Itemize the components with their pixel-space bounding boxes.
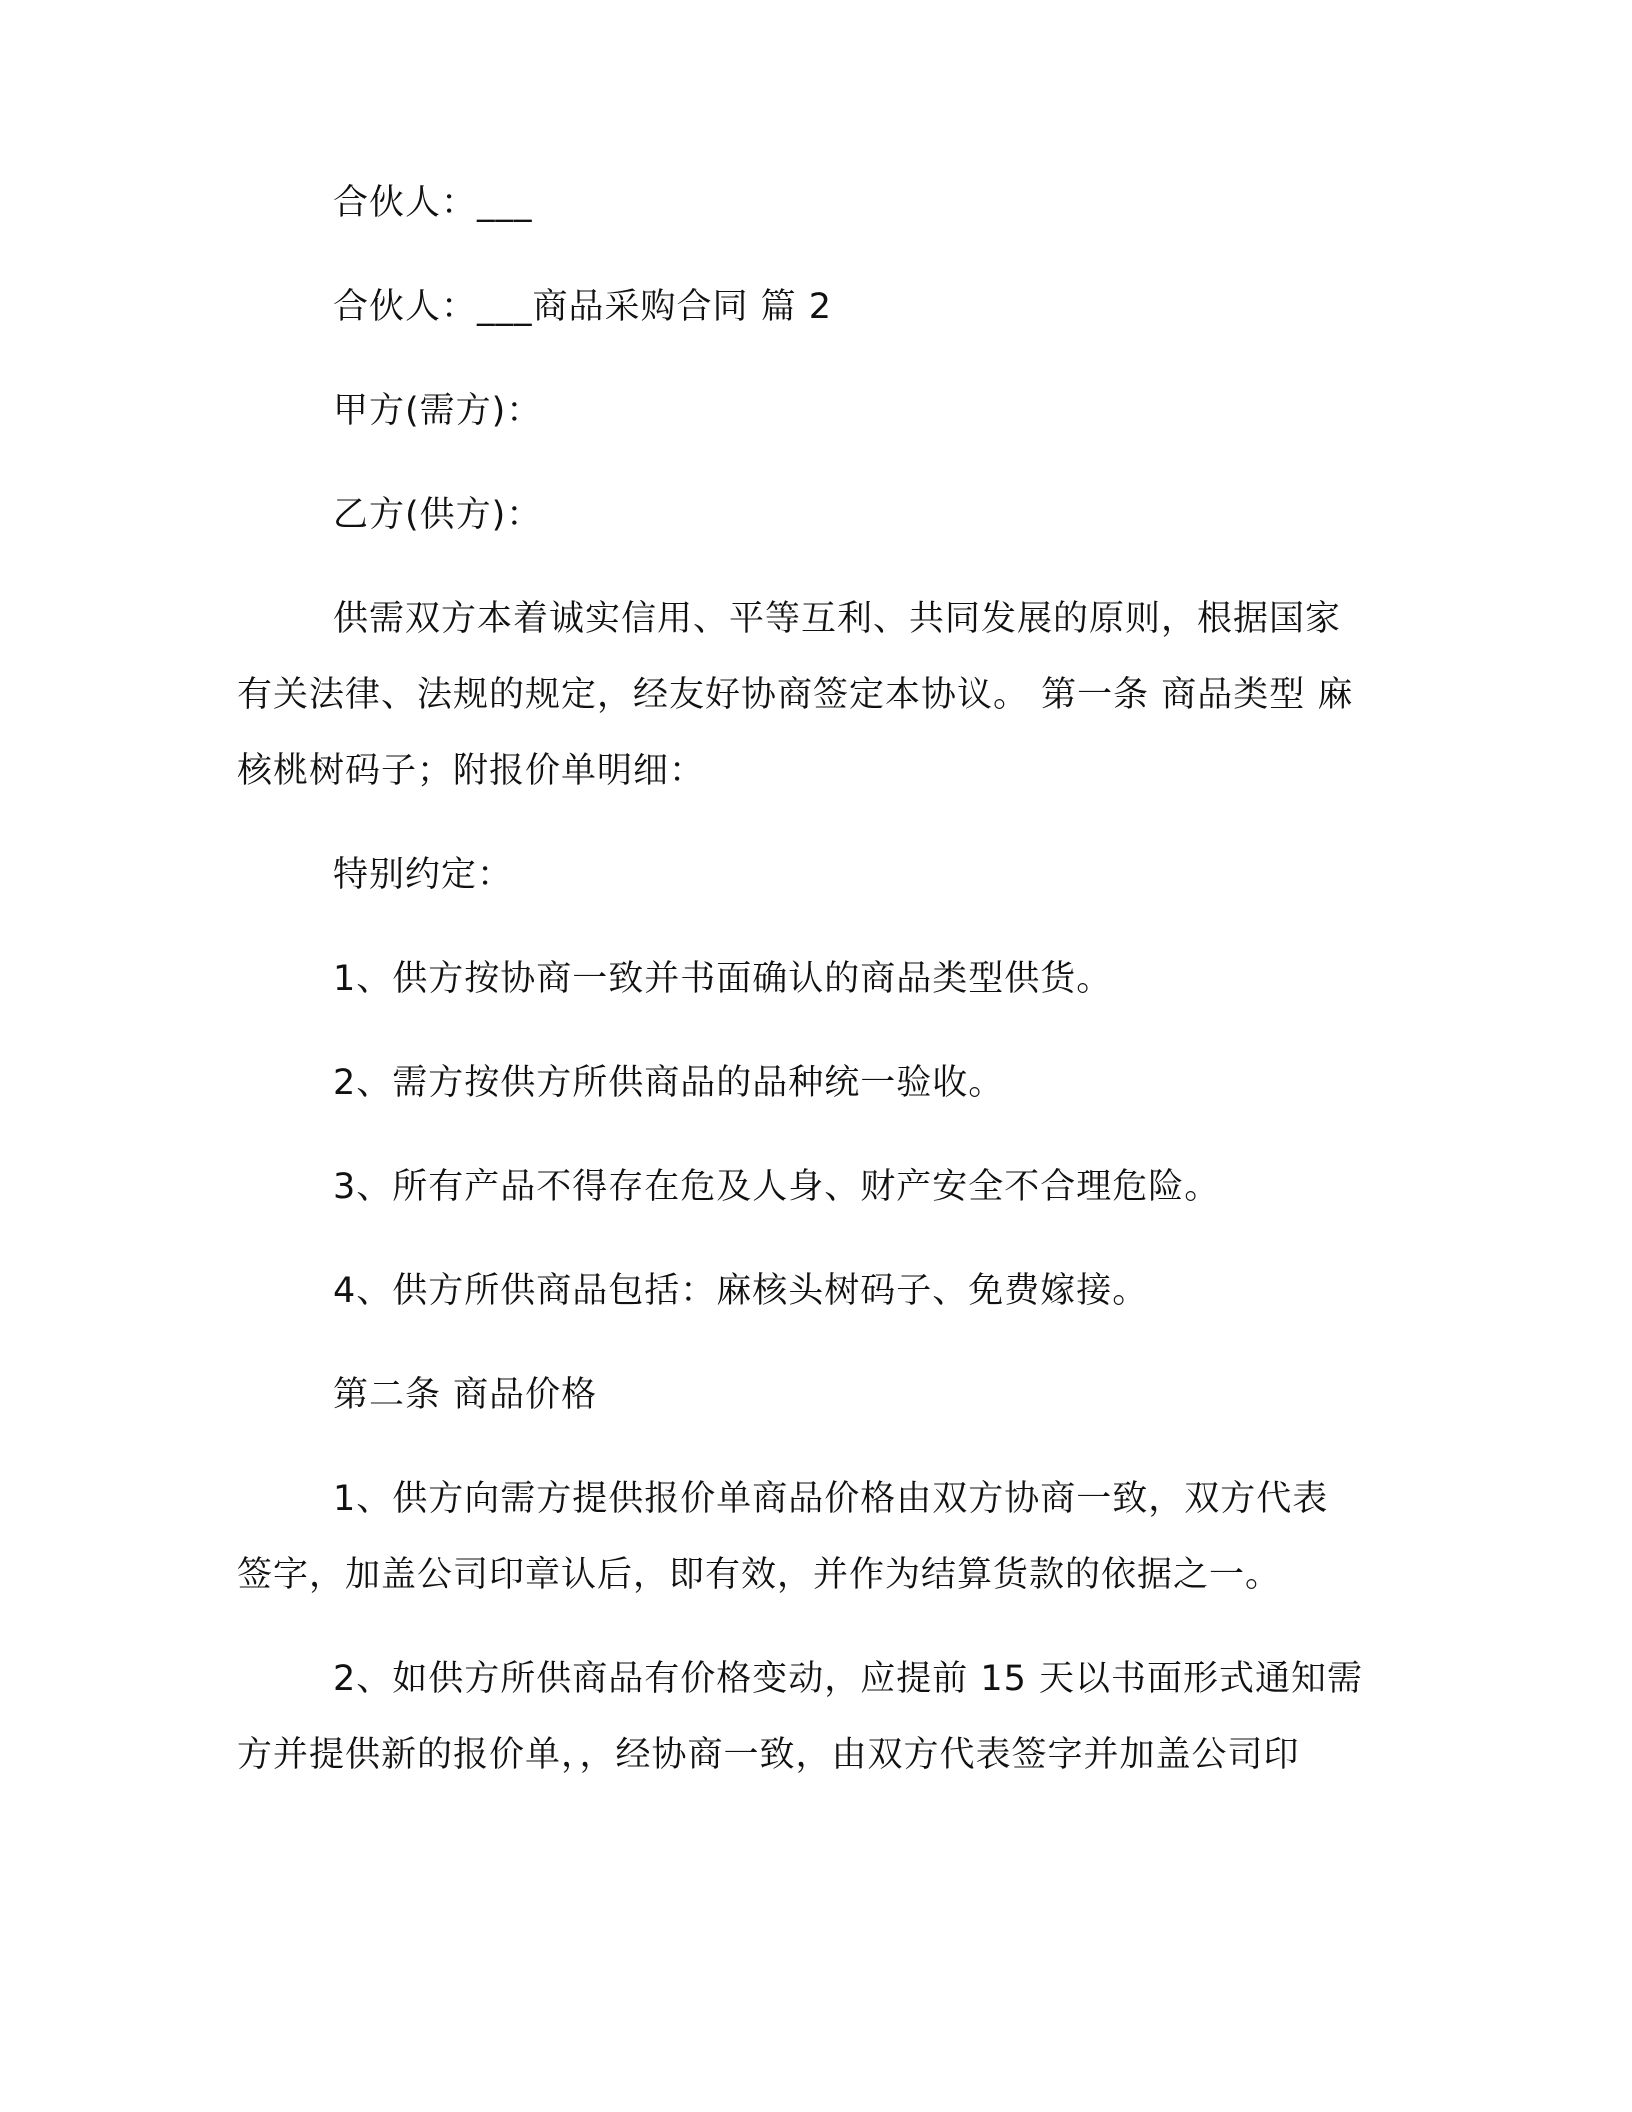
special-agreement-item-3: 3、所有产品不得存在危及人身、财产安全不合理危险。 [333,1167,1221,1207]
partner-line-2-title: 合伙人：___商品采购合同 篇 2 [333,287,833,327]
price-clause-1-line-1: 1、供方向需方提供报价单商品价格由双方协商一致，双方代表 [333,1479,1329,1519]
price-clause-2-line-1: 2、如供方所供商品有价格变动，应提前 15 天以书面形式通知需 [333,1659,1364,1699]
special-agreement-item-1: 1、供方按协商一致并书面确认的商品类型供货。 [333,959,1113,999]
special-agreement-item-4: 4、供方所供商品包括：麻核头树码子、免费嫁接。 [333,1271,1149,1311]
party-b-line: 乙方(供方)： [333,495,543,535]
intro-paragraph-line-1: 供需双方本着诚实信用、平等互利、共同发展的原则，根据国家 [333,599,1342,639]
price-clause-2-line-2: 方并提供新的报价单，，经协商一致，由双方代表签字并加盖公司印 [237,1735,1300,1775]
special-agreement-item-2: 2、需方按供方所供商品的品种统一验收。 [333,1063,1005,1103]
special-agreement-heading: 特别约定： [333,855,514,895]
price-clause-1-line-2: 签字，加盖公司印章认后，即有效，并作为结算货款的依据之一。 [237,1555,1282,1595]
party-a-line: 甲方(需方)： [333,391,543,431]
partner-line-1: 合伙人：___ [333,183,533,223]
intro-paragraph-line-2: 有关法律、法规的规定，经友好协商签定本协议。 第一条 商品类型 麻 [237,675,1354,715]
intro-paragraph-line-3: 核桃树码子；附报价单明细： [237,751,706,791]
article-two-heading: 第二条 商品价格 [333,1375,598,1415]
